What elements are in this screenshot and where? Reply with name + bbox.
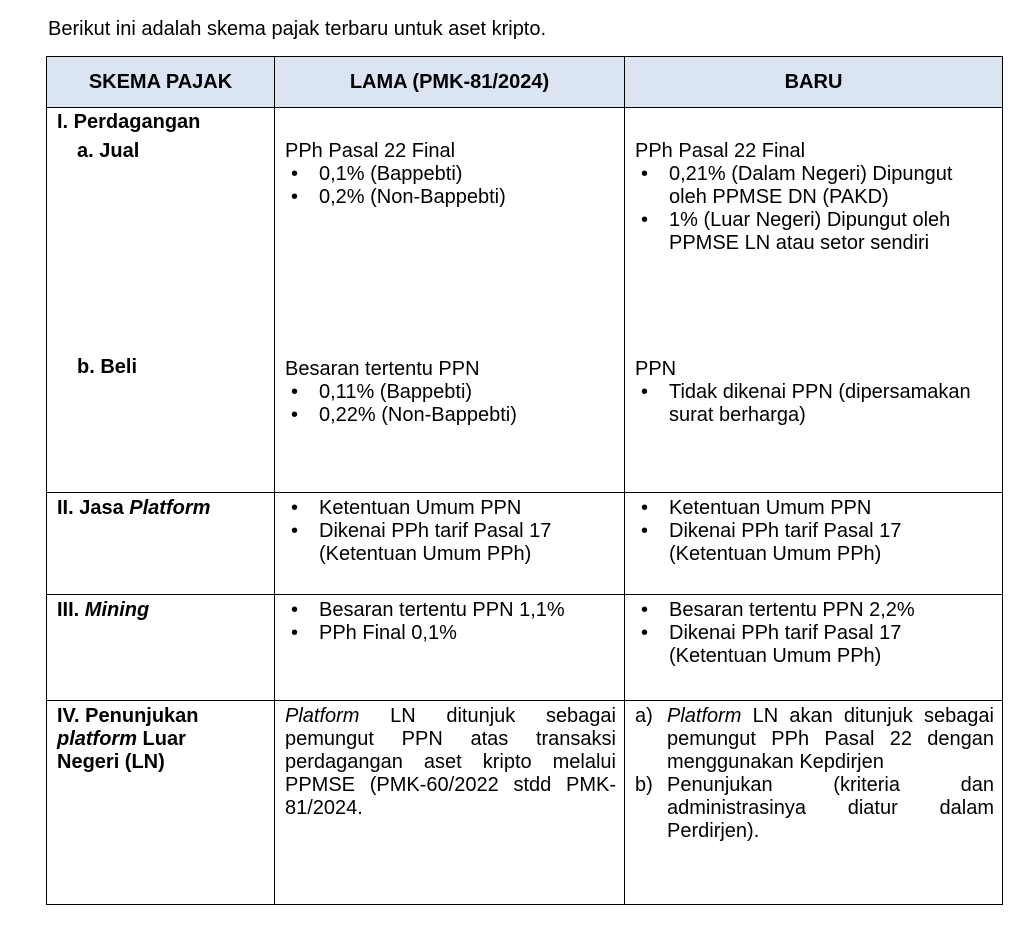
cell-jasa-platform-label — [47, 493, 275, 595]
jual-new-list — [635, 163, 994, 358]
header-lama: LAMA (PMK-81/2024) — [275, 57, 625, 108]
cell-mining-lama — [275, 595, 625, 701]
cell-jasa-platform-baru — [625, 493, 1003, 595]
list-item: • PPh Final 0,1% — [285, 622, 616, 645]
table-row-perdagangan — [47, 108, 1003, 493]
jual-old-list — [285, 163, 616, 358]
list-item: • Dikenai PPh tarif Pasal 17 (Ketentuan Umum PPh) — [285, 520, 616, 566]
list-item: • 1% (Luar Negeri) Dipungut oleh PPMSE LN atau setor sendiri — [635, 209, 994, 255]
list-item: • Besaran tertentu PPN 2,2% — [635, 599, 994, 622]
jual-new-title: PPh Pasal 22 Final — [635, 140, 806, 162]
cell-perdagangan-baru — [625, 108, 1003, 493]
sub-jual: a. Jual — [77, 140, 140, 162]
list-item: • Ketentuan Umum PPN — [285, 497, 616, 520]
old-penunjukan-text: LN ditunjuk sebagai pemungut PPN atas transaksi perdagangan aset kripto melalui PPMSE (PMK-60/2022 stdd PMK-81/2024. — [285, 705, 616, 819]
list-item: • 0,21% (Dalam Negeri) Dipungut oleh PPMSE DN (PAKD) — [635, 163, 994, 209]
list-item: b) Penunjukan (kriteria dan administrasinya diatur dalam Perdirjen). — [635, 774, 994, 842]
category-perdagangan: I. Perdagangan — [57, 111, 201, 133]
table-row-mining — [47, 595, 1003, 701]
cell-penunjukan-baru — [625, 701, 1003, 905]
beli-new-list — [635, 381, 994, 427]
list-item: • Ketentuan Umum PPN — [635, 497, 994, 520]
table-row-jasa-platform — [47, 493, 1003, 595]
cell-penunjukan-lama — [275, 701, 625, 905]
category-penunjukan: IV. Penunjukan platform Luar Negeri (LN) — [57, 705, 199, 773]
sub-beli: b. Beli — [77, 356, 138, 378]
cell-perdagangan-lama — [275, 108, 625, 493]
jual-old-title: PPh Pasal 22 Final — [285, 140, 456, 162]
header-row — [47, 57, 1003, 108]
list-item: • Dikenai PPh tarif Pasal 17 (Ketentuan Umum PPh) — [635, 622, 994, 668]
cell-penunjukan-label — [47, 701, 275, 905]
list-item: • Dikenai PPh tarif Pasal 17 (Ketentuan Umum PPh) — [635, 520, 994, 566]
list-item: • 0,1% (Bappebti) — [285, 163, 616, 186]
category-jasa-platform: II. Jasa Platform — [57, 497, 211, 519]
list-item: • Besaran tertentu PPN 1,1% — [285, 599, 616, 622]
old-platform-italic: Platform — [285, 705, 360, 727]
beli-old-title: Besaran tertentu PPN — [285, 358, 480, 380]
tax-scheme-table — [46, 56, 1003, 905]
beli-new-title: PPN — [635, 358, 677, 380]
cell-mining-label — [47, 595, 275, 701]
jasa-new-list — [635, 497, 994, 566]
category-mining: III. Mining — [57, 599, 150, 621]
header-baru: BARU — [625, 57, 1003, 108]
penunjukan-new-list — [635, 705, 994, 843]
jasa-old-list — [285, 497, 616, 566]
list-item: • 0,11% (Bappebti) — [285, 381, 616, 404]
intro-text: Berikut ini adalah skema pajak terbaru untuk aset kripto. — [48, 18, 547, 40]
cell-perdagangan-label — [47, 108, 275, 493]
list-item: a) Platform LN akan ditunjuk sebagai pemungut PPh Pasal 22 dengan menggunakan Kepdirjen — [635, 705, 994, 773]
beli-old-list — [285, 381, 616, 427]
mining-old-list — [285, 599, 616, 645]
list-item: • Tidak dikenai PPN (dipersamakan surat berharga) — [635, 381, 994, 427]
mining-new-list — [635, 599, 994, 668]
header-skema-pajak: SKEMA PAJAK — [47, 57, 275, 108]
table-row-penunjukan — [47, 701, 1003, 905]
list-item: • 0,22% (Non-Bappebti) — [285, 404, 616, 427]
list-item: • 0,2% (Non-Bappebti) — [285, 186, 616, 209]
cell-jasa-platform-lama — [275, 493, 625, 595]
cell-mining-baru — [625, 595, 1003, 701]
